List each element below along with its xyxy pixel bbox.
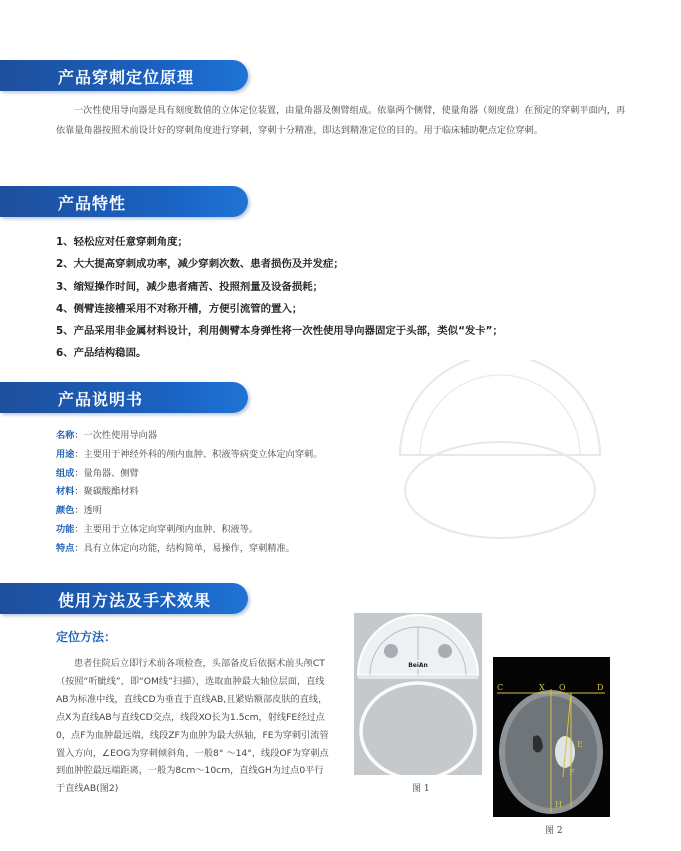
spec-key: 特点	[56, 542, 75, 554]
spec-key: 组成	[56, 467, 75, 479]
figure-2-image	[493, 657, 610, 817]
spec-value: ：量角器、侧臂	[74, 467, 139, 479]
spec-row	[56, 446, 322, 465]
spec-row	[56, 521, 322, 540]
spec-key: 名称	[56, 430, 75, 441]
figure-1-logo: BeiAn	[408, 662, 428, 669]
feature-item: 1、轻松应对任意穿刺角度；	[56, 236, 188, 248]
protractor-illustration	[354, 613, 482, 775]
spec-row	[56, 483, 322, 502]
spec-key: 用途	[56, 448, 75, 460]
figure-1-image	[354, 613, 482, 775]
feature-item: 5、产品采用非金属材料设计，利用侧臂本身弹性将一次性使用导向器固定于头部，类似“发卡”；	[56, 325, 503, 338]
spec-row	[56, 540, 322, 559]
spec-key: 颜色	[56, 505, 75, 517]
spec-value: ：主要用于立体定向穿刺颅内血肿、积液等。	[74, 523, 259, 535]
feature-list	[56, 231, 503, 365]
spec-key: 功能	[56, 523, 75, 535]
spec-row	[56, 465, 322, 484]
section-banner-principle	[0, 60, 248, 91]
ct-label: F	[569, 768, 575, 777]
ct-scan-illustration	[493, 657, 610, 817]
section-banner-features	[0, 186, 248, 217]
principle-text: 一次性使用导向器是具有刻度数值的立体定位装置，由量角器及侧臂组成。依靠两个侧臂，使量角器（刻度盘）在预定的穿刺平面内，再依靠量角器按照术前设计好的穿刺角度进行穿刺，穿刺十分精准，即达到精准定位的目的。用于临床辅助靶点定位穿刺。	[56, 105, 626, 136]
spec-row	[56, 502, 322, 521]
usage-text: 患者住院后立即行术前各项检查，头部备皮后依据术前头颅CT（按照“听眦线”，即“OM线”扫描），选取血肿最大轴位层面，直线AB为标准中线，直线CD为垂直于直线AB,且紧贴额部皮肤的直线，点X为直线AB与直线CD交点，线段XO长为1.5cm，射线FE经过点0，点F为血肿最远端，线段ZF为血肿为最大纵轴，FE为穿刺引流管置入方向，∠EOG为穿刺倾斜角，一般8° ～14°，线段OF为穿刺点到血肿腔最远端距离，一般为8cm～10cm，直线GH为过点0平行于直线AB(图2)	[56, 658, 329, 795]
ct-label: O	[559, 683, 566, 692]
feature-item: 4、侧臂连接槽采用不对称开槽，方便引流管的置入；	[56, 302, 303, 315]
feature-item: 6、产品结构稳固。	[56, 347, 147, 360]
spec-value: ：主要用于神经外科的颅内血肿、积液等病变立体定向穿刺。	[74, 448, 323, 460]
ct-label: E	[577, 740, 583, 749]
feature-item: 2、大大提高穿刺成功率，减少穿刺次数、患者损伤及并发症；	[56, 258, 344, 271]
spec-value: ：具有立体定向功能，结构简单，易操作，穿刺精准。	[74, 542, 295, 554]
section-title: 产品说明书	[58, 390, 144, 409]
usage-subtitle: 定位方法：	[56, 630, 117, 644]
spec-value: ：透明	[74, 505, 102, 517]
ct-label: D	[597, 683, 604, 692]
section-banner-manual	[0, 382, 248, 413]
ct-label: C	[497, 683, 504, 692]
watermark-protractor	[390, 360, 610, 540]
ct-label: X	[539, 683, 545, 692]
figure-2-caption: 图 2	[545, 826, 563, 836]
figure-1-caption: 图 1	[412, 784, 430, 794]
spec-value: ：一次性使用导向器	[74, 430, 158, 441]
spec-row	[56, 427, 322, 446]
spec-value: ：聚碳酸酯材料	[74, 486, 139, 498]
spec-key: 材料	[56, 486, 75, 498]
ct-label: H	[555, 800, 562, 809]
section-banner-usage	[0, 583, 248, 614]
feature-item: 3、缩短操作时间，减少患者痛苦、投照剂量及设备损耗；	[56, 280, 323, 293]
section-title: 产品穿刺定位原理	[58, 68, 195, 87]
spec-list	[56, 427, 322, 559]
section-title: 产品特性	[58, 194, 127, 213]
section-title: 使用方法及手术效果	[58, 591, 212, 610]
